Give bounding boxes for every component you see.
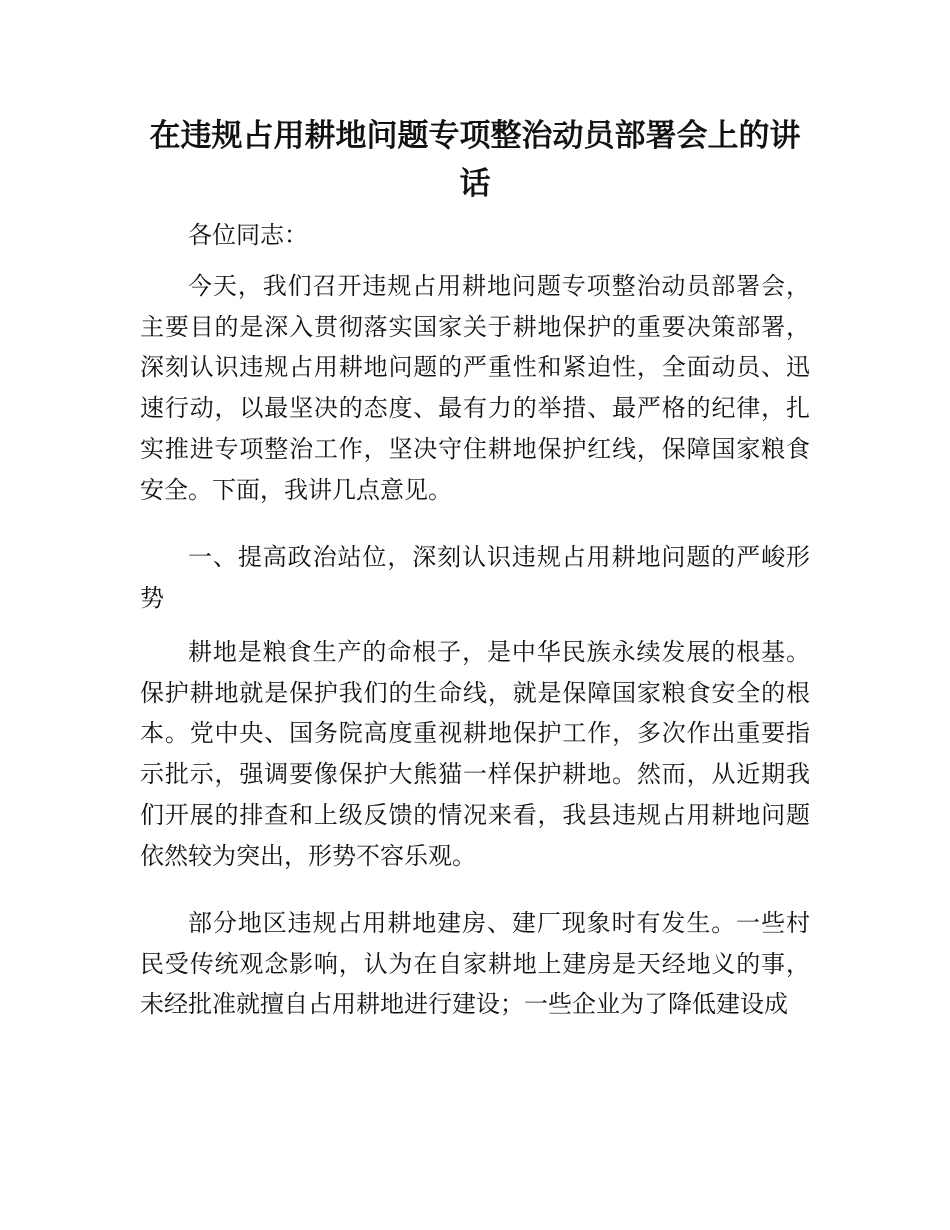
- greeting: 各位同志：: [188, 221, 308, 249]
- section-heading-1: 一、提高政治站位，深刻认识违规占用耕地问题的严峻形势: [140, 543, 810, 612]
- document-title: 在违规占用耕地问题专项整治动员部署会上的讲话: [149, 118, 801, 202]
- paragraph-violations: 部分地区违规占用耕地建房、建厂现象时有发生。一些村民受传统观念影响，认为在自家耕地上建房是天经地义的事，未经批准就擅自占用耕地进行建设；一些企业为了降低建设成: [140, 909, 810, 1019]
- paragraph-farmland-importance: 耕地是粮食生产的命根子，是中华民族永续发展的根基。保护耕地就是保护我们的生命线，就是保障国家粮食安全的根本。党中央、国务院高度重视耕地保护工作，多次作出重要指示批示，强调要像保护大熊猫一样保护耕地。然而，从近期我们开展的排查和上级反馈的情况来看，我县违规占用耕地问题依然较为突出，形势不容乐观。: [140, 638, 810, 870]
- paragraph-intro: 今天，我们召开违规占用耕地问题专项整治动员部署会，主要目的是深入贯彻落实国家关于耕地保护的重要决策部署，深刻认识违规占用耕地问题的严重性和紧迫性，全面动员、迅速行动，以最坚决的态度、最有力的举措、最严格的纪律，扎实推进专项整治工作，坚决守住耕地保护红线，保障国家粮食安全。下面，我讲几点意见。: [140, 272, 810, 504]
